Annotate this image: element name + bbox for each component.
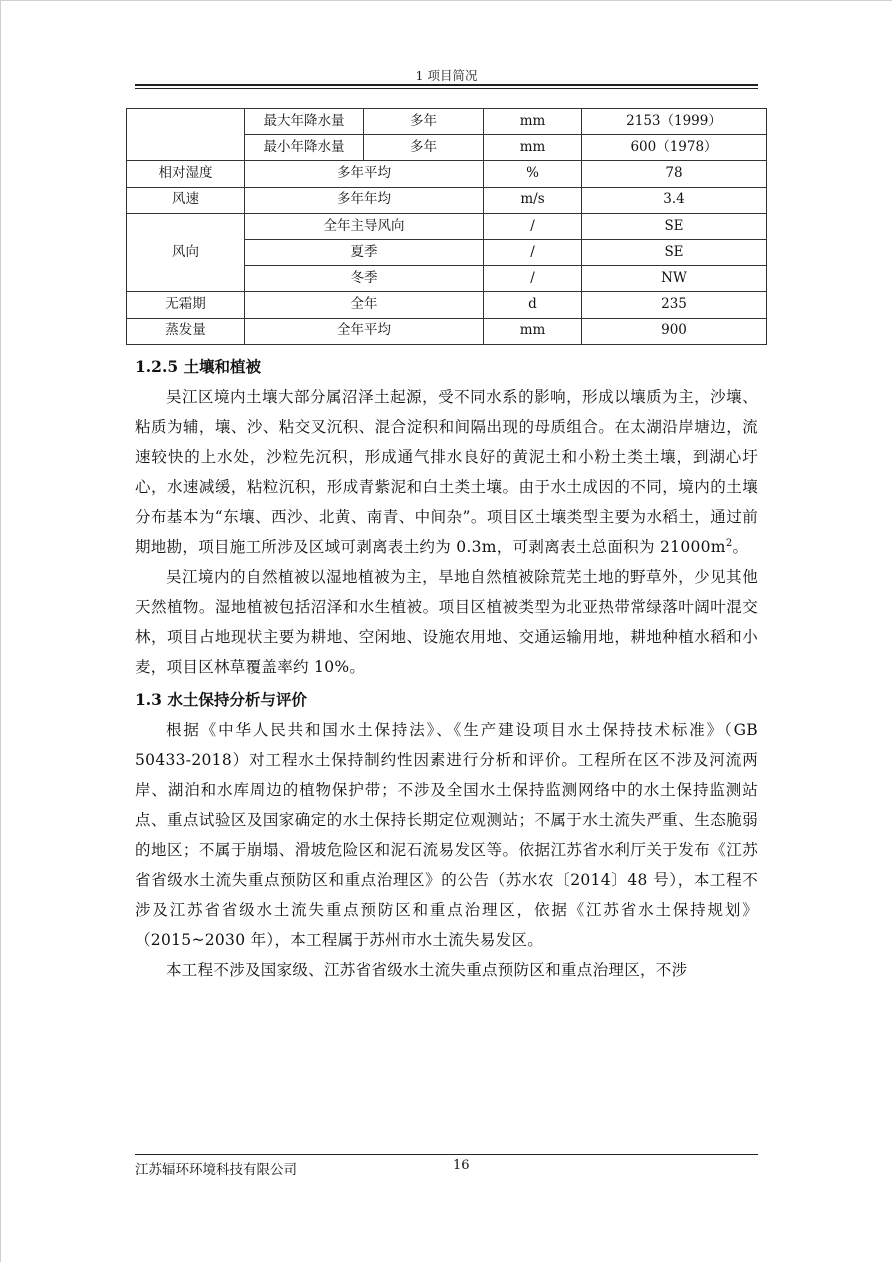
paragraph-soil-end: 。: [732, 538, 749, 556]
table-cell-unit: d: [484, 292, 582, 318]
table-cell-unit: m/s: [484, 187, 582, 213]
section-heading-soil-vegetation: 1.2.5 土壤和植被: [135, 357, 262, 376]
table-row: [127, 187, 767, 213]
table-cell-value: SE: [582, 213, 767, 239]
footer-company: 江苏辐环环境科技有限公司: [135, 1162, 297, 1178]
table-cell-stat: 冬季: [245, 266, 484, 292]
table-cell-stat: 全年主导风向: [245, 213, 484, 239]
body-content: [135, 352, 758, 985]
table-cell-value: 3.4: [582, 187, 767, 213]
table-cell-item: [127, 109, 245, 161]
table-cell-item: 相对湿度: [127, 161, 245, 187]
table-row: [127, 161, 767, 187]
table-cell-value: 2153（1999）: [582, 109, 767, 135]
table-cell-unit: /: [484, 239, 582, 265]
superscript-2: 2: [725, 537, 733, 549]
table-cell-stat: 多年年均: [245, 187, 484, 213]
paragraph-soil: [135, 382, 758, 562]
page-edge-left: [0, 0, 1, 1262]
table-cell-period: 多年: [364, 109, 484, 135]
table-cell-value: 900: [582, 318, 767, 344]
climate-table: [126, 108, 767, 345]
header-rule: [135, 84, 758, 86]
table-cell-stat: 多年平均: [245, 161, 484, 187]
table-cell-period: 多年: [364, 135, 484, 161]
header-rule-thin: [135, 88, 758, 89]
table-cell-value: 78: [582, 161, 767, 187]
table-cell-value: SE: [582, 239, 767, 265]
table-row: [127, 109, 767, 135]
table-cell-sub: 最大年降水量: [245, 109, 364, 135]
table-cell-item: 无霜期: [127, 292, 245, 318]
table-cell-value: 235: [582, 292, 767, 318]
paragraph-conservation-analysis: 根据《中华人民共和国水土保持法》、《生产建设项目水土保持技术标准》（GB 50433-2018）对工程水土保持制约性因素进行分析和评价。工程所在区不涉及河流两岸、湖泊和水库周边的植物保护带；不涉及全国水土保持监测网络中的水土保持监测站点、重点试验区及国家确定的水土保持长期定位观测站；不属于水土流失严重、生态脆弱的地区；不属于崩塌、滑坡危险区和泥石流易发区等。依据江苏省水利厅关于发布《江苏省省级水土流失重点预防区和重点治理区》的公告（苏水农〔2014〕48 号），本工程不涉及江苏省省级水土流失重点预防区和重点治理区，依据《江苏省水土保持规划》（2015~2030 年），本工程属于苏州市水土流失易发区。: [135, 721, 758, 949]
paragraph-soil-text: 吴江区境内土壤大部分属沼泽土起源，受不同水系的影响，形成以壤质为主，沙壤、粘质为辅，壤、沙、粘交叉沉积、混合淀积和间隔出现的母质组合。在太湖沿岸塘边，流速较快的上水处，沙粒先沉积，形成通气排水良好的黄泥土和小粉土类土壤，到湖心圩心，水速减缓，粘粒沉积，形成青紫泥和白土类土壤。由于水土成因的不同，境内的土壤分布基本为“东壤、西沙、北黄、南青、中间杂”。项目区土壤类型主要为水稻土，通过前期地勘，项目施工所涉及区域可剥离表土约为 0.3m，可剥离表土总面积为 21000m: [135, 388, 758, 556]
table-cell-value: NW: [582, 266, 767, 292]
paragraph-vegetation: 吴江境内的自然植被以湿地植被为主，旱地自然植被除荒芜土地的野草外，少见其他天然植物。湿地植被包括沼泽和水生植被。项目区植被类型为北亚热带常绿落叶阔叶混交林，项目占地现状主要为耕地、空闲地、设施农用地、交通运输用地，耕地种植水稻和小麦，项目区林草覆盖率约 10%。: [135, 568, 758, 676]
page-edge-top: [0, 0, 892, 1]
table-cell-unit: /: [484, 213, 582, 239]
table-cell-unit: /: [484, 266, 582, 292]
footer-rule: [135, 1154, 758, 1155]
table-cell-stat: 全年: [245, 292, 484, 318]
table-row: [127, 213, 767, 239]
table-cell-unit: mm: [484, 109, 582, 135]
table-cell-stat: 夏季: [245, 239, 484, 265]
table-cell-item: 风速: [127, 187, 245, 213]
table-row: [127, 292, 767, 318]
table-cell-item: 风向: [127, 213, 245, 292]
table-row: [127, 318, 767, 344]
table-cell-unit: mm: [484, 318, 582, 344]
table-cell-unit: %: [484, 161, 582, 187]
table-cell-value: 600（1978）: [582, 135, 767, 161]
paragraph-conservation-conclusion: 本工程不涉及国家级、江苏省省级水土流失重点预防区和重点治理区，不涉: [166, 961, 688, 979]
table-cell-sub: 最小年降水量: [245, 135, 364, 161]
table-cell-stat: 全年平均: [245, 318, 484, 344]
table-cell-item: 蒸发量: [127, 318, 245, 344]
running-header: 1 项目简况: [415, 68, 478, 83]
page-number: 16: [453, 1158, 470, 1173]
section-heading-soil-conservation: 1.3 水土保持分析与评价: [135, 690, 307, 709]
table-cell-unit: mm: [484, 135, 582, 161]
